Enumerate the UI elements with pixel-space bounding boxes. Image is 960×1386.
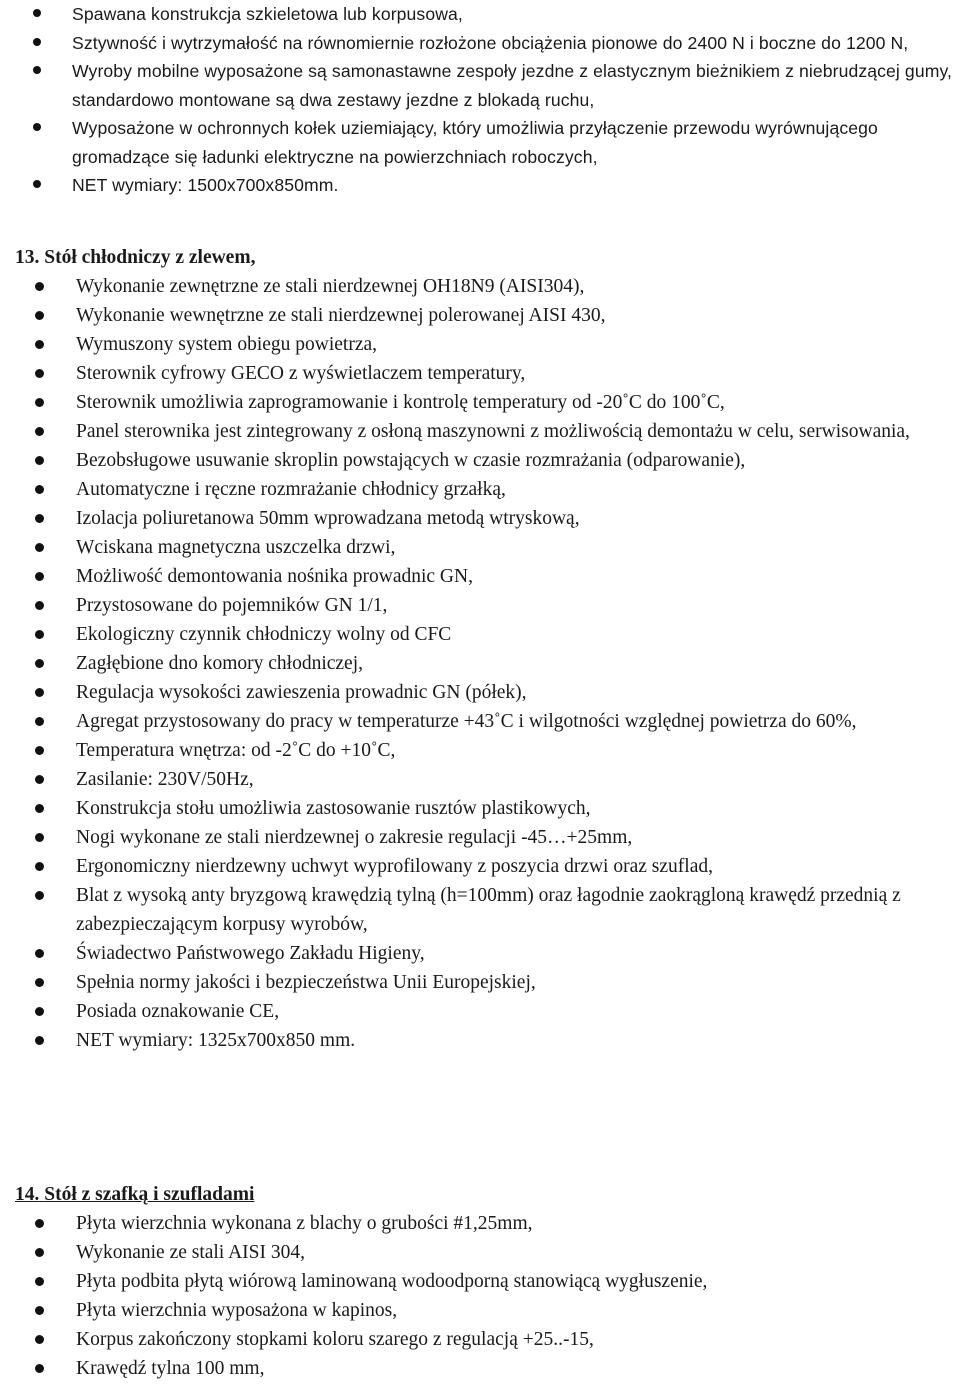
list-item: Świadectwo Państwowego Zakładu Higieny, <box>0 939 960 968</box>
list-item: Zagłębione dno komory chłodniczej, <box>0 649 960 678</box>
bullet-icon <box>35 630 44 639</box>
list-item: Spełnia normy jakości i bezpieczeństwa Unii Europejskiej, <box>0 968 960 997</box>
list-item: Płyta podbita płytą wiórową laminowaną wodoodporną stanowiącą wygłuszenie, <box>0 1267 960 1296</box>
list-item: Wciskana magnetyczna uszczelka drzwi, <box>0 533 960 562</box>
list-item: Bezobsługowe usuwanie skroplin powstających w czasie rozmrażania (odparowanie), <box>0 446 960 475</box>
list-item: Wykonanie zewnętrzne ze stali nierdzewnej OH18N9 (AISI304), <box>0 272 960 301</box>
list-item: Blat z wysoką anty bryzgową krawędzią tylną (h=100mm) oraz łagodnie zaokrągloną krawędź przednią z zabezpieczającym korpusy wyrobów, <box>0 881 960 939</box>
bullet-icon <box>35 1036 44 1045</box>
section-heading: 14. Stół z szafką i szufladami <box>15 1184 255 1205</box>
bullet-icon <box>35 340 44 349</box>
bullet-icon <box>33 123 41 131</box>
list-item: Korpus zakończony stopkami koloru szarego z regulacją +25..-15, <box>0 1325 960 1354</box>
bullet-icon <box>35 949 44 958</box>
list-item: Płyta wierzchnia wyposażona w kapinos, <box>0 1296 960 1325</box>
bullet-icon <box>35 485 44 494</box>
list-item: Agregat przystosowany do pracy w temperaturze +43˚C i wilgotności względnej powietrza do 60%, <box>0 707 960 736</box>
bullet-icon <box>35 1248 44 1257</box>
bullet-icon <box>35 775 44 784</box>
bullet-icon <box>35 398 44 407</box>
list-item: Płyta wierzchnia wykonana z blachy o grubości #1,25mm, <box>0 1209 960 1238</box>
bullet-icon <box>35 601 44 610</box>
bullet-icon <box>35 1364 44 1373</box>
list-item: Izolacja poliuretanowa 50mm wprowadzana metodą wtryskową, <box>0 504 960 533</box>
bullet-icon <box>35 1007 44 1016</box>
list-item: NET wymiary: 1325x700x850 mm. <box>0 1026 960 1055</box>
list-item: Ergonomiczny nierdzewny uchwyt wyprofilowany z poszycia drzwi oraz szuflad, <box>0 852 960 881</box>
bullet-icon <box>35 804 44 813</box>
list-item: Nogi wykonane ze stali nierdzewnej o zakresie regulacji -45…+25mm, <box>0 823 960 852</box>
bullet-icon <box>33 180 41 188</box>
list-item: Automatyczne i ręczne rozmrażanie chłodnicy grzałką, <box>0 475 960 504</box>
bullet-icon <box>35 311 44 320</box>
list-item: Ekologiczny czynnik chłodniczy wolny od CFC <box>0 620 960 649</box>
list-item: Wykonanie ze stali AISI 304, <box>0 1238 960 1267</box>
list-item: NET wymiary: 1500x700x850mm. <box>0 171 960 200</box>
bullet-icon <box>35 514 44 523</box>
bullet-icon <box>33 9 41 17</box>
bullet-icon <box>35 1306 44 1315</box>
list-item: Posiada oznakowanie CE, <box>0 997 960 1026</box>
bullet-icon <box>33 66 41 74</box>
list-item: Możliwość demontowania nośnika prowadnic GN, <box>0 562 960 591</box>
list-item: Wyposażone w ochronnych kołek uziemiający, który umożliwia przyłączenie przewodu wyrównującego gromadzące się ładunki elektryczne na powierzchniach roboczych, <box>0 114 960 171</box>
bullet-icon <box>35 717 44 726</box>
bullet-icon <box>35 543 44 552</box>
section-heading: 13. Stół chłodniczy z zlewem, <box>15 247 256 268</box>
section-13-bullet-list <box>0 272 960 1055</box>
list-item: Wymuszony system obiegu powietrza, <box>0 330 960 359</box>
list-item: Temperatura wnętrza: od -2˚C do +10˚C, <box>0 736 960 765</box>
section-14-bullet-list <box>0 1209 960 1383</box>
bullet-icon <box>33 38 41 46</box>
section-13 <box>0 243 960 1055</box>
bullet-icon <box>35 833 44 842</box>
section-14 <box>0 1180 960 1383</box>
intro-bullet-list <box>0 0 960 200</box>
bullet-icon <box>35 572 44 581</box>
list-item: Panel sterownika jest zintegrowany z osłoną maszynowni z możliwością demontażu w celu, serwisowania, <box>0 417 960 446</box>
bullet-icon <box>35 1277 44 1286</box>
list-item: Sterownik cyfrowy GECO z wyświetlaczem temperatury, <box>0 359 960 388</box>
list-item: Spawana konstrukcja szkieletowa lub korpusowa, <box>0 0 960 29</box>
list-item: Konstrukcja stołu umożliwia zastosowanie rusztów plastikowych, <box>0 794 960 823</box>
list-item: Krawędź tylna 100 mm, <box>0 1354 960 1383</box>
list-item: Przystosowane do pojemników GN 1/1, <box>0 591 960 620</box>
list-item: Sztywność i wytrzymałość na równomiernie rozłożone obciążenia pionowe do 2400 N i boczne do 1200 N, <box>0 29 960 58</box>
bullet-icon <box>35 427 44 436</box>
bullet-icon <box>35 862 44 871</box>
bullet-icon <box>35 1219 44 1228</box>
list-item: Zasilanie: 230V/50Hz, <box>0 765 960 794</box>
bullet-icon <box>35 456 44 465</box>
bullet-icon <box>35 369 44 378</box>
list-item: Regulacja wysokości zawieszenia prowadnic GN (półek), <box>0 678 960 707</box>
bullet-icon <box>35 891 44 900</box>
bullet-icon <box>35 978 44 987</box>
bullet-icon <box>35 746 44 755</box>
list-item: Wykonanie wewnętrzne ze stali nierdzewnej polerowanej AISI 430, <box>0 301 960 330</box>
list-item: Sterownik umożliwia zaprogramowanie i kontrolę temperatury od -20˚C do 100˚C, <box>0 388 960 417</box>
list-item: Wyroby mobilne wyposażone są samonastawne zespoły jezdne z elastycznym bieżnikiem z niebrudzącej gumy, standardowo montowane są dwa zestawy jezdne z blokadą ruchu, <box>0 57 960 114</box>
bullet-icon <box>35 688 44 697</box>
bullet-icon <box>35 659 44 668</box>
bullet-icon <box>35 1335 44 1344</box>
bullet-icon <box>35 282 44 291</box>
